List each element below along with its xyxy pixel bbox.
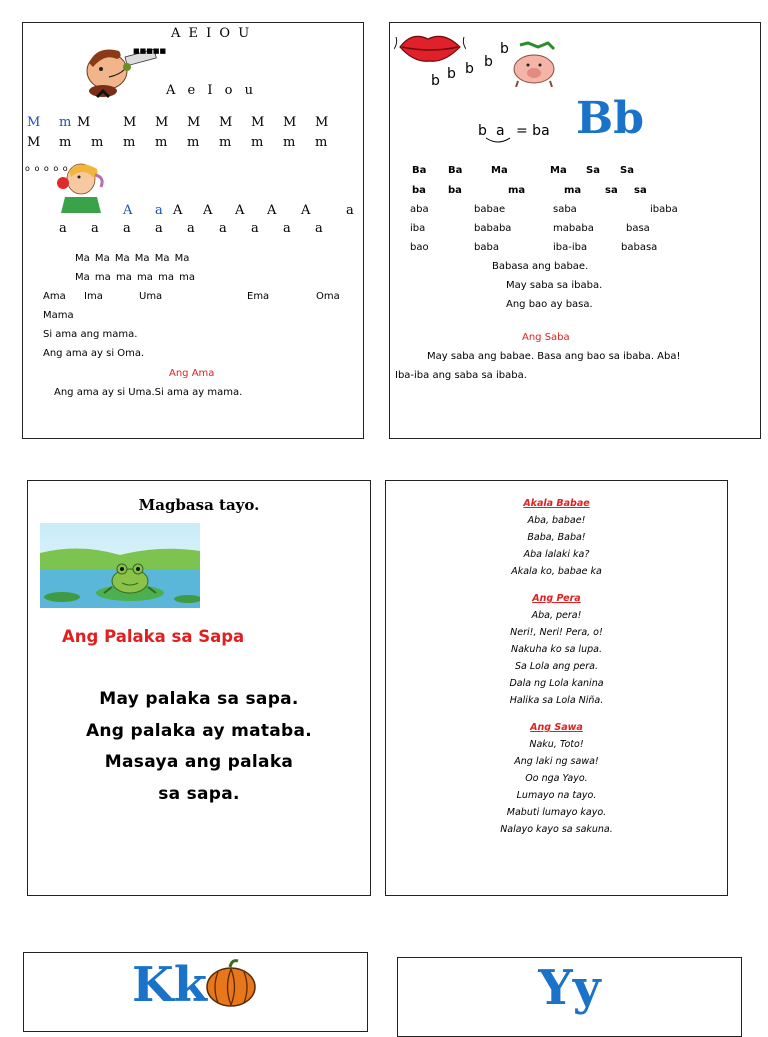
story-line: Masaya ang palaka — [104, 752, 294, 772]
lesson-card-palaka — [27, 480, 371, 896]
word-grid-cell: iba-iba — [553, 242, 588, 253]
poem-line: Nakuha ko sa lupa. — [511, 644, 602, 655]
lips-b-2: b — [447, 66, 456, 82]
lips-b-5: b — [500, 41, 509, 57]
story-line: sa sapa. — [158, 783, 240, 804]
poem-line: Baba, Baba! — [527, 532, 586, 543]
pig-icon — [508, 39, 560, 87]
horn-dots: o o o o o — [25, 164, 69, 173]
big-letter-kk: Kk — [132, 957, 207, 1013]
syl-lower-4: ma — [564, 185, 582, 196]
boy-horn-icon — [79, 39, 169, 99]
lesson-card-k — [23, 952, 368, 1032]
syl-lower-5: sa — [605, 185, 618, 196]
story-line: May palaka sa sapa. — [99, 689, 299, 709]
syllables-ma-lower: Ma ma ma ma ma ma — [75, 272, 195, 283]
word-grid-cell: iba — [410, 223, 426, 234]
lips-icon — [394, 29, 466, 65]
svg-text:■■■■■: ■■■■■ — [133, 47, 167, 55]
poem-line: Neri!, Neri! Pera, o! — [510, 627, 603, 638]
sentence-3: Ang bao ay basa. — [506, 299, 593, 310]
word-grid-cell: bababa — [474, 223, 512, 234]
heading: Magbasa tayo. — [138, 496, 260, 514]
lesson-card-b — [389, 22, 761, 439]
story-body — [28, 684, 370, 810]
poem-line: Oo nga Yayo. — [525, 773, 588, 784]
word-grid-cell: babae — [474, 204, 506, 215]
word-ama: Ama — [43, 291, 66, 302]
poem-line: Ang laki ng sawa! — [514, 756, 599, 767]
syl-upper-6: Sa — [620, 165, 634, 176]
lesson-card-y — [397, 957, 742, 1037]
poem-line: Halika sa Lola Niña. — [509, 695, 604, 706]
word-grid-cell: saba — [553, 204, 577, 215]
word-grid-cell: bao — [410, 242, 429, 253]
word-ima: Ima — [84, 291, 103, 302]
poem-title: Ang Sawa — [530, 722, 583, 733]
lesson-card-m-a: A E I O U ■■■■■ A e I o u M m M M M M M M M M M m m m m m m m m m o o o o o A a A A A A A a a a a a a a a a a Ma Ma Ma Ma Ma Ma Ma ma ma ma ma ma Ama Ima Uma Ema Oma Mama Si ama ang mama. Ang ama ay si Oma. Ang Ama Ang ama ay si Uma.Si ama ay mama. — [22, 22, 364, 439]
big-letter-yy: Yy — [538, 960, 601, 1016]
syl-lower-6: sa — [634, 185, 647, 196]
poem-line: Aba, babae! — [527, 515, 586, 526]
poem-line: Aba lalaki ka? — [523, 549, 590, 560]
poem-line: Mabuti lumayo kayo. — [506, 807, 607, 818]
poem-line: Dala ng Lola kanina — [509, 678, 604, 689]
pumpkin-icon — [204, 957, 258, 1007]
sentence-2: May saba sa ibaba. — [506, 280, 603, 291]
word-grid-cell: aba — [410, 204, 429, 215]
story-line: Ang palaka ay mataba. — [85, 720, 313, 741]
syl-lower-3: ma — [508, 185, 526, 196]
word-uma: Uma — [139, 291, 163, 302]
syl-upper-1: Ba — [412, 165, 427, 176]
syl-upper-5: Sa — [586, 165, 600, 176]
syl-upper-4: Ma — [550, 165, 567, 176]
lips-b-1: b — [431, 73, 440, 89]
word-ema: Ema — [247, 291, 270, 302]
lips-b-4: b — [484, 54, 493, 70]
word-grid-cell: ibaba — [650, 204, 678, 215]
link-arc-icon — [484, 136, 514, 144]
frog-pond-icon — [40, 523, 200, 608]
story-line-2: Iba-iba ang saba sa ibaba. — [395, 370, 527, 381]
story-title: Ang Saba — [522, 332, 570, 343]
word-oma: Oma — [316, 291, 340, 302]
sentence-1: Babasa ang babae. — [492, 261, 589, 272]
poem-line: Lumayo na tayo. — [516, 790, 597, 801]
story-text: Ang ama ay si Uma.Si ama ay mama. — [54, 387, 243, 398]
sentence-2: Ang ama ay si Oma. — [43, 348, 145, 359]
sentence-1: Si ama ang mama. — [43, 329, 138, 340]
word-grid-cell: basa — [626, 223, 650, 234]
syl-upper-3: Ma — [491, 165, 508, 176]
lips-b-3: b — [465, 61, 474, 77]
story-title: Ang Palaka sa Sapa — [62, 627, 245, 646]
syl-upper-2: Ba — [448, 165, 463, 176]
poem-title: Ang Pera — [532, 593, 581, 604]
girl-eating-icon — [53, 157, 111, 213]
syl-lower-1: ba — [412, 185, 426, 196]
syl-lower-2: ba — [448, 185, 462, 196]
formula-result: = ba — [516, 123, 550, 139]
poem-line: Nalayo kayo sa sakuna. — [500, 824, 613, 835]
word-grid-cell: baba — [474, 242, 499, 253]
poem-line: Naku, Toto! — [529, 739, 584, 750]
story-title: Ang Ama — [169, 368, 215, 379]
word-mama: Mama — [43, 310, 74, 321]
word-grid-cell: babasa — [621, 242, 658, 253]
syllables-ma-upper: Ma Ma Ma Ma Ma Ma — [75, 253, 190, 264]
formula-b: b — [478, 123, 487, 139]
vowels-upper: A E I O U — [171, 26, 252, 41]
lesson-card-poems — [385, 480, 728, 896]
vowels-mixed: A e I o u — [166, 83, 257, 98]
poem-line: Akala ko, babae ka — [511, 566, 602, 577]
poem-akala-babae — [386, 495, 727, 580]
poem-ang-sawa — [386, 719, 727, 838]
story-line-1: May saba ang babae. Basa ang bao sa ibaba. Aba! — [427, 351, 681, 362]
poem-title: Akala Babae — [523, 498, 590, 509]
poem-line: Sa Lola ang pera. — [515, 661, 598, 672]
formula-a: a — [496, 123, 505, 139]
poem-line: Aba, pera! — [531, 610, 582, 621]
word-grid-cell: mababa — [553, 223, 594, 234]
poem-ang-pera — [386, 590, 727, 709]
big-letter-bb: Bb — [576, 93, 644, 144]
